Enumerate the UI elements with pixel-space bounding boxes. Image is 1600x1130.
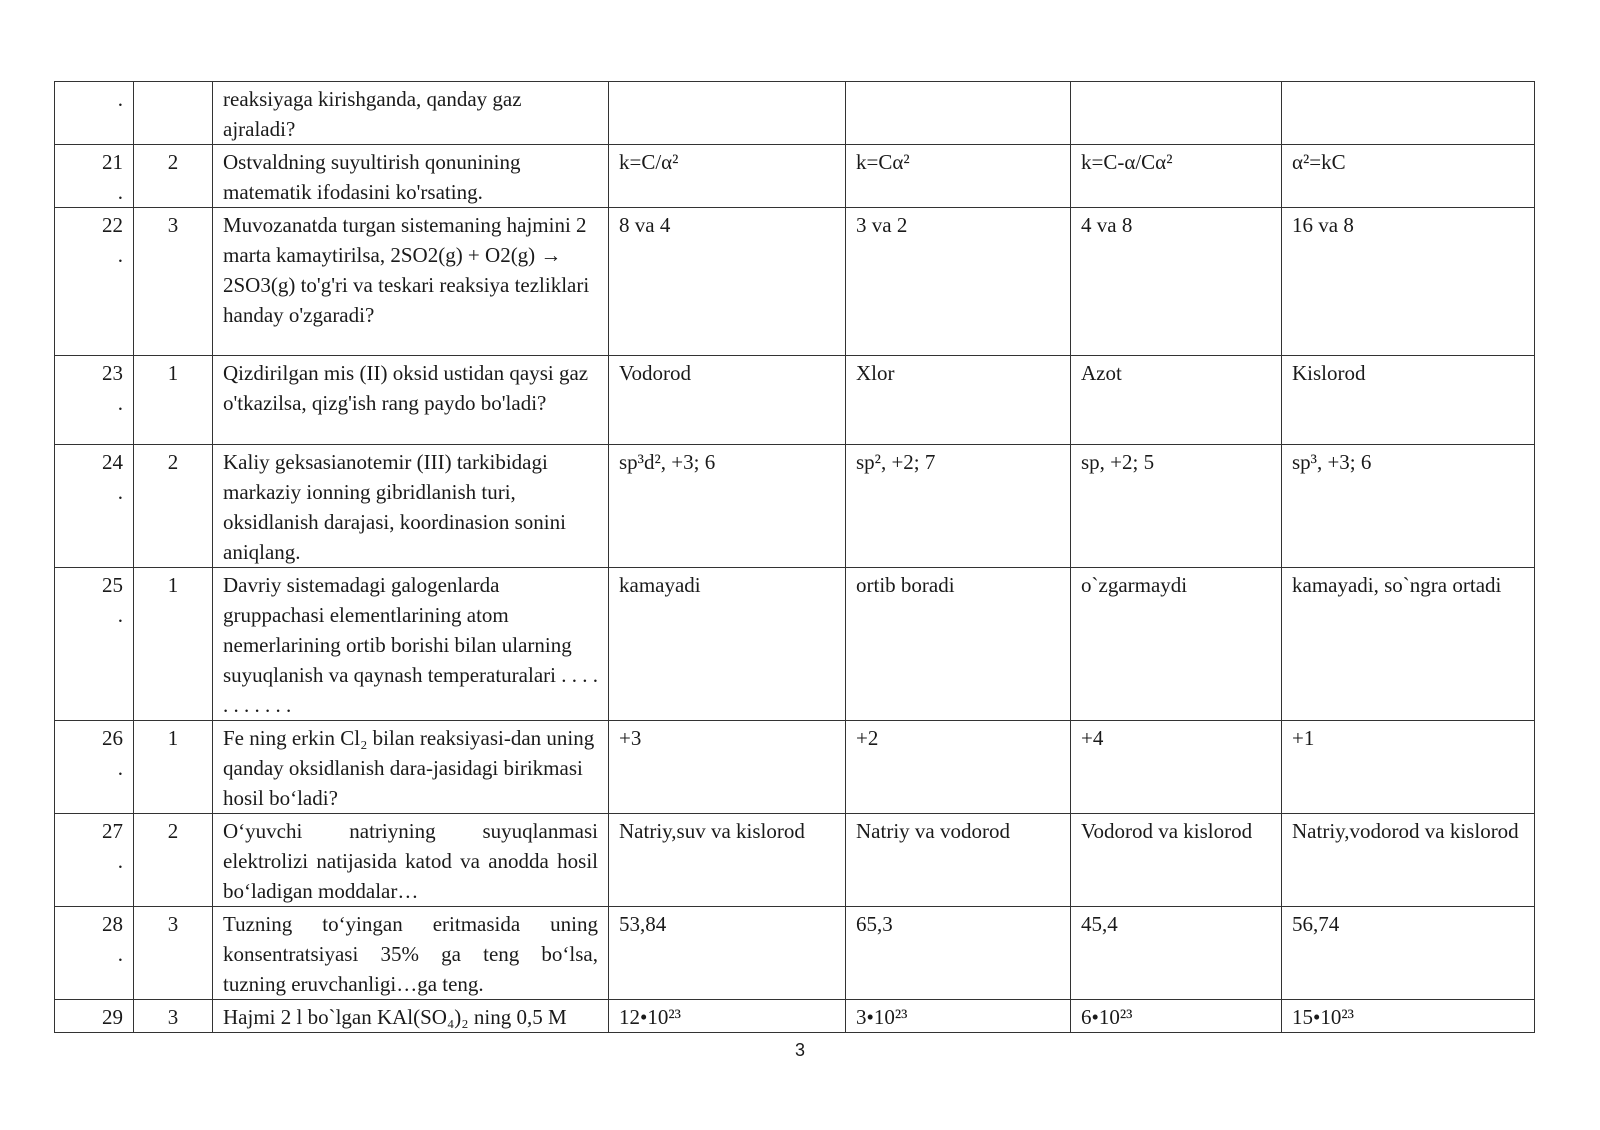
- answer-d-cell: 16 va 8: [1282, 208, 1535, 356]
- answer-b-cell: sp², +2; 7: [846, 445, 1071, 568]
- answer-c-cell: Vodorod va kislorod: [1071, 814, 1282, 907]
- question-number: 22: [102, 213, 123, 237]
- answer-d-cell: 15•10²³: [1282, 1000, 1535, 1033]
- question-number: 25: [102, 573, 123, 597]
- question-number: 26: [102, 726, 123, 750]
- question-number-cell: [55, 145, 134, 208]
- answer-b-cell: ortib boradi: [846, 568, 1071, 721]
- answer-a-cell: +3: [609, 721, 846, 814]
- page-number: 3: [794, 1040, 805, 1060]
- question-number-cell: [55, 1000, 134, 1033]
- table-row: [55, 145, 1535, 208]
- difficulty-level-cell: 3: [134, 907, 213, 1000]
- answer-c-cell: +4: [1071, 721, 1282, 814]
- answer-d-cell: +1: [1282, 721, 1535, 814]
- question-number-cell: [55, 356, 134, 445]
- questions-table: [54, 81, 1535, 1033]
- table-row: [55, 82, 1535, 145]
- table-row: [55, 1000, 1535, 1033]
- answer-b-cell: 3 va 2: [846, 208, 1071, 356]
- difficulty-level-cell: 3: [134, 208, 213, 356]
- answer-b-cell: +2: [846, 721, 1071, 814]
- table-row: [55, 814, 1535, 907]
- answer-a-cell: Vodorod: [609, 356, 846, 445]
- answer-d-cell: Kislorod: [1282, 356, 1535, 445]
- table-row: [55, 208, 1535, 356]
- answer-c-cell: 6•10²³: [1071, 1000, 1282, 1033]
- number-dot: .: [117, 180, 123, 204]
- table-row: [55, 568, 1535, 721]
- question-number-cell: [55, 721, 134, 814]
- table-row: [55, 907, 1535, 1000]
- question-text-cell: Fe ning erkin Cl₂ bilan reaksiyasi-dan uning qanday oksidlanish dara-jasidagi birikmasi hosil bo‘ladi?: [213, 721, 609, 814]
- question-number: 29: [102, 1005, 123, 1029]
- question-number: 21: [102, 150, 123, 174]
- question-text-cell: Ostvaldning suyultirish qonunining matematik ifodasini ko'rsating.: [213, 145, 609, 208]
- difficulty-level-cell: 1: [134, 568, 213, 721]
- answer-d-cell: sp³, +3; 6: [1282, 445, 1535, 568]
- question-number-cell: [55, 82, 134, 145]
- answer-b-cell: 65,3: [846, 907, 1071, 1000]
- number-dot: .: [117, 756, 123, 780]
- question-text-cell: Davriy sistemadagi galogenlarda gruppachasi elementlarining atom nemerlarining ortib borishi bilan ularning suyuqlanish va qaynash temperaturalari . . . . . . . . . . .: [213, 568, 609, 721]
- question-number-cell: [55, 208, 134, 356]
- difficulty-level-cell: [134, 82, 213, 145]
- difficulty-level-cell: 1: [134, 721, 213, 814]
- question-number: 27: [102, 819, 123, 843]
- question-number-cell: [55, 907, 134, 1000]
- answer-c-cell: Azot: [1071, 356, 1282, 445]
- answer-b-cell: [846, 82, 1071, 145]
- answer-a-cell: kamayadi: [609, 568, 846, 721]
- question-number: 28: [102, 912, 123, 936]
- question-number: 24: [102, 450, 123, 474]
- number-dot: .: [117, 391, 123, 415]
- answer-a-cell: 12•10²³: [609, 1000, 846, 1033]
- question-number-cell: [55, 445, 134, 568]
- answer-a-cell: 8 va 4: [609, 208, 846, 356]
- question-number-cell: [55, 568, 134, 721]
- number-dot: .: [117, 603, 123, 627]
- question-number-cell: [55, 814, 134, 907]
- difficulty-level-cell: 3: [134, 1000, 213, 1033]
- answer-b-cell: Natriy va vodorod: [846, 814, 1071, 907]
- answer-a-cell: Natriy,suv va kislorod: [609, 814, 846, 907]
- answer-d-cell: 56,74: [1282, 907, 1535, 1000]
- answer-c-cell: 45,4: [1071, 907, 1282, 1000]
- question-number: 23: [102, 361, 123, 385]
- question-text-cell: Tuzning to‘yingan eritmasida uning konsentratsiyasi 35% ga teng bo‘lsa, tuzning eruvchanligi…ga teng.: [213, 907, 609, 1000]
- answer-b-cell: k=Cα²: [846, 145, 1071, 208]
- answer-d-cell: α²=kC: [1282, 145, 1535, 208]
- answer-a-cell: 53,84: [609, 907, 846, 1000]
- number-dot: .: [117, 942, 123, 966]
- answer-b-cell: 3•10²³: [846, 1000, 1071, 1033]
- answer-b-cell: Xlor: [846, 356, 1071, 445]
- answer-c-cell: sp, +2; 5: [1071, 445, 1282, 568]
- difficulty-level-cell: 2: [134, 445, 213, 568]
- difficulty-level-cell: 2: [134, 814, 213, 907]
- answer-d-cell: kamayadi, so`ngra ortadi: [1282, 568, 1535, 721]
- answer-a-cell: sp³d², +3; 6: [609, 445, 846, 568]
- question-text-cell: reaksiyaga kirishganda, qanday gaz ajraladi?: [213, 82, 609, 145]
- number-dot: .: [117, 849, 123, 873]
- answer-a-cell: k=C/α²: [609, 145, 846, 208]
- question-text-cell: O‘yuvchi natriyning suyuqlanmasi elektrolizi natijasida katod va anodda hosil bo‘ladigan moddalar…: [213, 814, 609, 907]
- answer-d-cell: [1282, 82, 1535, 145]
- number-dot: .: [117, 243, 123, 267]
- table-row: [55, 721, 1535, 814]
- answer-c-cell: [1071, 82, 1282, 145]
- table-row: [55, 356, 1535, 445]
- number-dot: .: [117, 480, 123, 504]
- answer-c-cell: k=C-α/Cα²: [1071, 145, 1282, 208]
- question-text-cell: Muvozanatda turgan sistemaning hajmini 2 marta kamaytirilsa, 2SO2(g) + O2(g) → 2SO3(g) to'g'ri va teskari reaksiya tezliklari handay o'zgaradi?: [213, 208, 609, 356]
- answer-a-cell: [609, 82, 846, 145]
- answer-c-cell: 4 va 8: [1071, 208, 1282, 356]
- answer-c-cell: o`zgarmaydi: [1071, 568, 1282, 721]
- difficulty-level-cell: 1: [134, 356, 213, 445]
- number-dot: .: [117, 87, 123, 111]
- answer-d-cell: Natriy,vodorod va kislorod: [1282, 814, 1535, 907]
- question-text-cell: Hajmi 2 l bo`lgan KAl(SO₄)₂ ning 0,5 M: [213, 1000, 609, 1033]
- question-text-cell: Kaliy geksasianotemir (III) tarkibidagi markaziy ionning gibridlanish turi, oksidlanish darajasi, koordinasion sonini aniqlang.: [213, 445, 609, 568]
- difficulty-level-cell: 2: [134, 145, 213, 208]
- question-text-cell: Qizdirilgan mis (II) oksid ustidan qaysi gaz o'tkazilsa, qizg'ish rang paydo bo'ladi?: [213, 356, 609, 445]
- table-row: [55, 445, 1535, 568]
